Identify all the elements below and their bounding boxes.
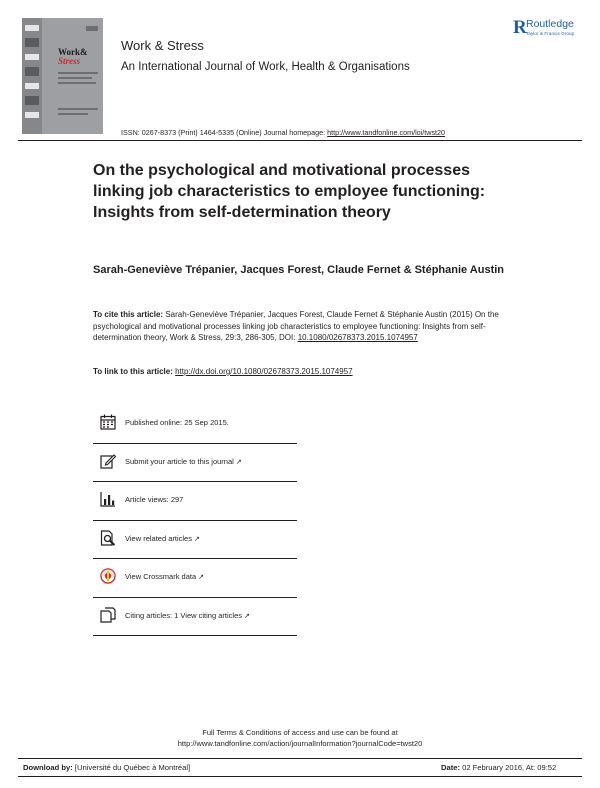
terms-url-link[interactable]: http://www.tandfonline.com/action/journalInformation?journalCode=twst20 <box>177 739 423 748</box>
terms-block <box>0 727 600 749</box>
downloaded-by <box>23 763 190 772</box>
article-title: On the psychological and motivational processes linking job characteristics to employee functioning: Insights from self-determination theory <box>93 162 486 221</box>
issn-line <box>121 128 445 137</box>
downloaded-label: Download by: <box>23 763 73 772</box>
cover-text-line <box>58 82 96 84</box>
footer-divider-bottom <box>18 776 582 777</box>
date-label: Date: <box>441 763 460 772</box>
issn-text: ISSN: 0267-8373 (Print) 1464-5335 (Online) Journal homepage: <box>121 128 328 137</box>
article-authors: Sarah-Geneviève Trépanier, Jacques Forest, Claude Fernet & Stéphanie Austin <box>93 264 505 276</box>
calendar-icon <box>100 414 116 430</box>
crossmark-data-link[interactable]: View Crossmark data ↗︎ <box>125 572 205 581</box>
cover-text-line <box>58 108 98 110</box>
header-divider <box>18 140 582 141</box>
citing-articles-link[interactable]: Citing articles: 1 View citing articles ↗︎ <box>125 610 250 620</box>
meta-related[interactable] <box>93 521 297 560</box>
journal-homepage-link[interactable]: http://www.tandfonline.com/loi/twst20 <box>327 128 446 137</box>
footer-divider-top <box>18 758 582 759</box>
journal-title: Work & Stress <box>121 38 204 53</box>
article-link-line <box>93 366 513 377</box>
cover-volume-mark <box>86 26 98 31</box>
cover-title-line1: Work& <box>58 47 88 57</box>
external-link-icon: ↗︎ <box>193 535 200 543</box>
search-document-icon <box>100 530 116 546</box>
external-link-icon: ↗︎ <box>235 458 242 466</box>
article-doi-link[interactable]: http://dx.doi.org/10.1080/02678373.2015.1074957 <box>175 367 353 376</box>
meta-submit[interactable] <box>93 444 297 483</box>
link-label: To link to this article: <box>93 367 176 376</box>
meta-published-label: Published online: 25 Sep 2015. <box>125 418 229 427</box>
article-views-label: Article views: 297 <box>125 495 184 504</box>
cover-text-line <box>58 113 88 115</box>
external-link-icon: ↗︎ <box>198 574 205 581</box>
meta-views <box>93 482 297 521</box>
cite-doi-link[interactable]: 10.1080/02678373.2015.1074957 <box>297 333 418 342</box>
journal-subtitle: An International Journal of Work, Health & Organisations <box>121 61 410 73</box>
citations-icon <box>100 607 116 623</box>
cite-label: To cite this article: <box>93 310 166 319</box>
meta-crossmark[interactable] <box>93 559 297 598</box>
meta-published <box>93 405 297 444</box>
downloaded-value: [Université du Québec à Montréal] <box>72 763 191 772</box>
download-date <box>441 763 556 772</box>
meta-citing[interactable] <box>93 598 297 637</box>
publisher-logo <box>513 18 593 42</box>
cover-text-line <box>58 77 92 79</box>
cite-text: Sarah-Geneviève Trépanier, Jacques Forest, Claude Fernet & Stéphanie Austin (2015) On the psychological and motivational processes linking job characteristics to employee functioning: Insights from self-determination theory, Work & Stress, 29:3, 286-305, DOI: <box>93 310 499 342</box>
submit-article-link[interactable]: Submit your article to this journal ↗︎ <box>125 456 242 466</box>
journal-cover-image[interactable] <box>22 18 103 134</box>
article-meta-list <box>93 405 297 636</box>
terms-line1: Full Terms & Conditions of access and use can be found at <box>202 728 398 737</box>
publisher-tagline: Taylor & Francis Group <box>526 31 575 36</box>
routledge-r-icon: R <box>513 17 527 38</box>
crossmark-icon <box>100 568 116 584</box>
cover-title-line2: Stress <box>58 56 81 66</box>
external-link-icon: ↗︎ <box>244 612 250 620</box>
cover-text-line <box>58 72 98 74</box>
citation-block <box>93 309 513 344</box>
date-value: 02 February 2016, At: 09:52 <box>460 763 557 772</box>
related-articles-link[interactable]: View related articles ↗︎ <box>125 533 200 543</box>
bar-chart-icon <box>100 491 116 507</box>
publisher-name: Routledge <box>526 18 574 30</box>
cover-strip <box>22 18 42 134</box>
edit-icon <box>100 453 116 469</box>
